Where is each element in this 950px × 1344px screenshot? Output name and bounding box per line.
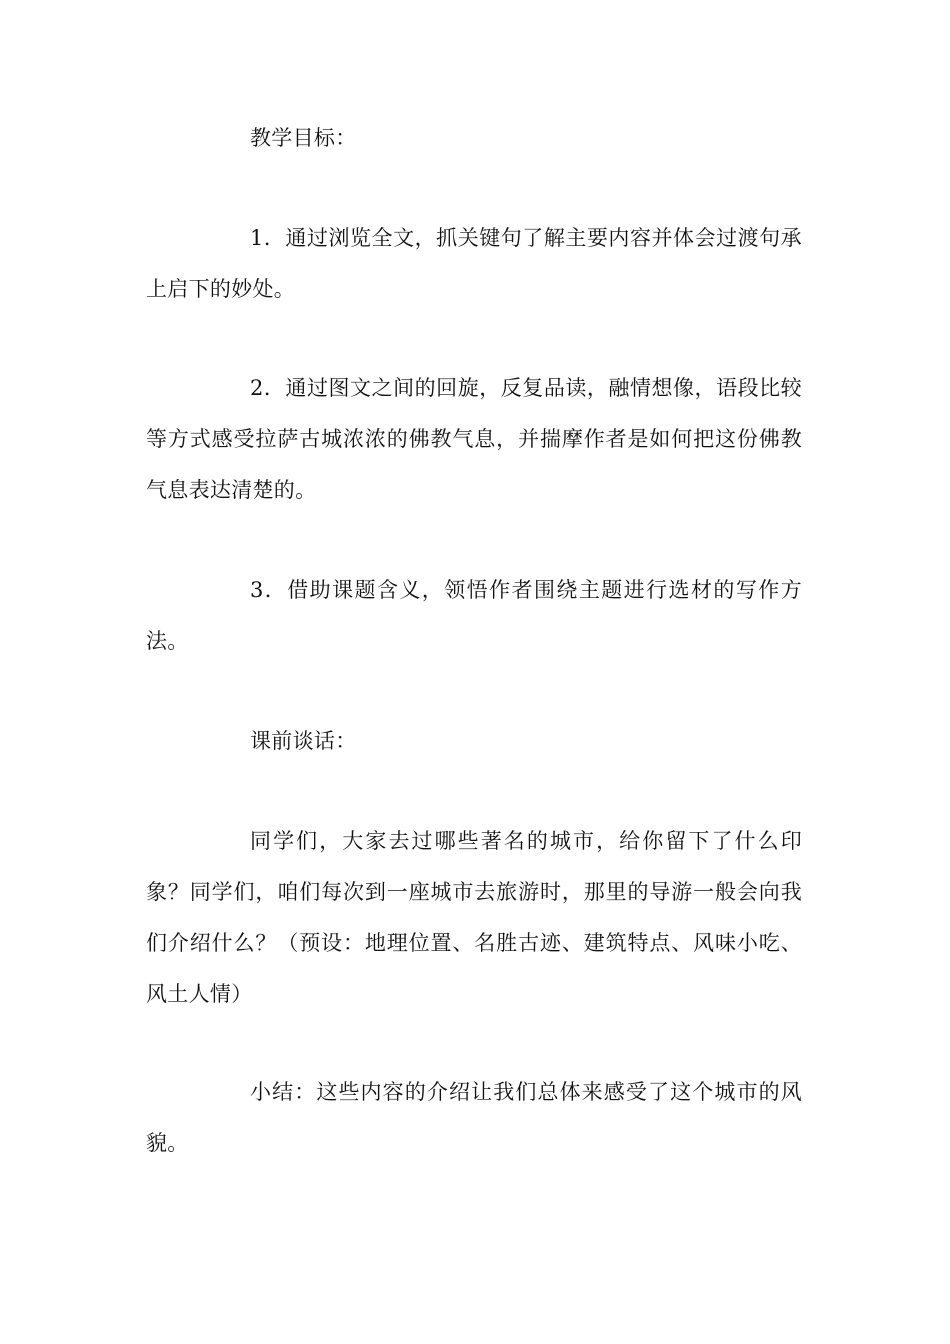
heading-pre-class-talk: 课前谈话： <box>250 729 357 753</box>
goal-item-3: 3．借助课题含义，领悟作者围绕主题进行选材的写作方法。 <box>146 578 802 653</box>
goal-item-1: 1．通过浏览全文，抓关键句了解主要内容并体会过渡句承上启下的妙处。 <box>146 226 802 301</box>
summary-paragraph: 小结：这些内容的介绍让我们总体来感受了这个城市的风貌。 <box>146 1080 802 1155</box>
heading-teaching-goals: 教学目标： <box>250 126 357 150</box>
goal-item-2: 2．通过图文之间的回旋，反复品读，融情想像，语段比较等方式感受拉萨古城浓浓的佛教气息，并揣摩作者是如何把这份佛教气息表达清楚的。 <box>146 376 802 502</box>
pre-class-talk-paragraph: 同学们，大家去过哪些著名的城市，给你留下了什么印象？同学们，咱们每次到一座城市去旅游时，那里的导游一般会向我们介绍什么？（预设：地理位置、名胜古迹、建筑特点、风味小吃、风土人情） <box>146 829 802 1006</box>
